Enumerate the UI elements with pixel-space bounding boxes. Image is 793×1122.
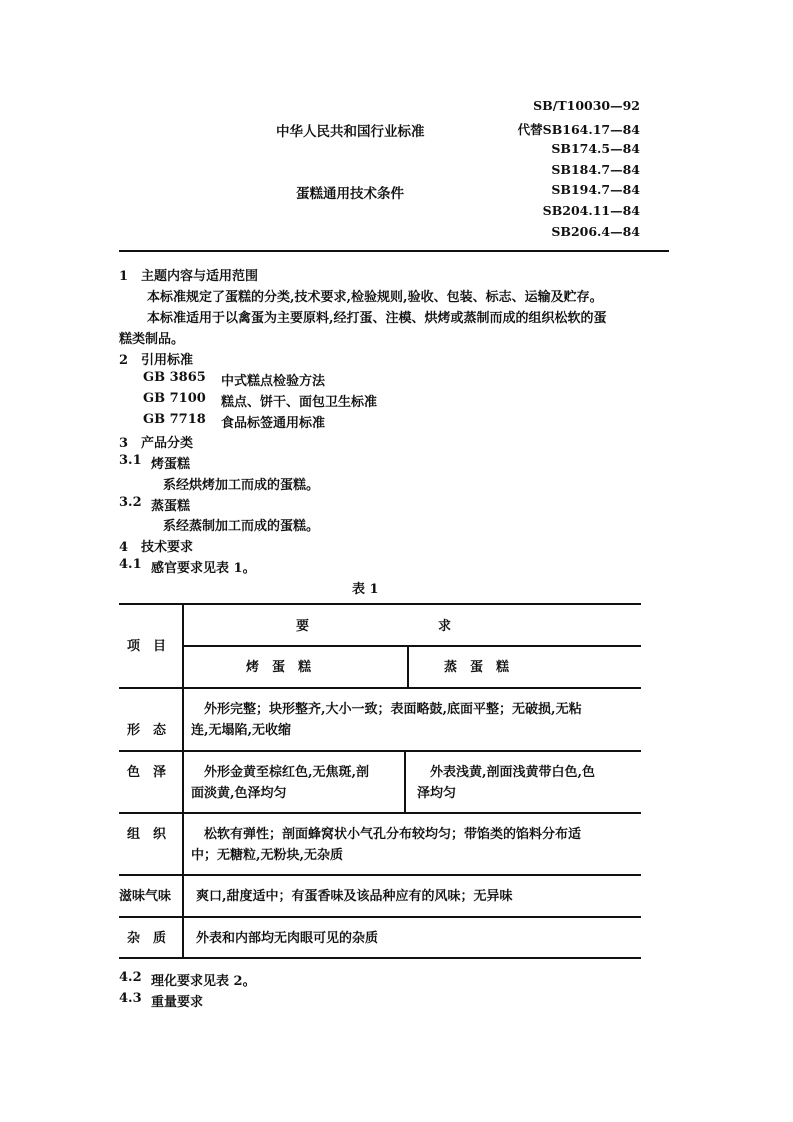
section-3-title: 3 产品分类 — [119, 436, 194, 451]
row-label-color: 色 泽 — [127, 765, 167, 780]
table-rule — [182, 603, 184, 957]
section-4-3-number: 4.3 — [119, 991, 142, 1006]
section-1-paragraph: 本标准规定了蛋糕的分类,技术要求,检验规则,验收、包装、标志、运输及贮存。 — [147, 290, 603, 305]
table-rule — [119, 750, 641, 752]
header-requirement-2: 求 — [438, 619, 452, 634]
impurity-text: 外表和内部均无肉眼可见的杂质 — [196, 931, 379, 946]
section-3-2-text: 系经蒸制加工而成的蛋糕。 — [163, 519, 320, 534]
replaces-line-1 — [500, 120, 640, 138]
replaces-code: SB204.11—84 — [542, 203, 640, 218]
header-divider — [119, 250, 669, 252]
section-3-1-text: 系经烘烤加工而成的蛋糕。 — [163, 478, 320, 493]
standard-number: SB/T10030—92 — [533, 98, 640, 113]
ref-name: 糕点、饼干、面包卫生标准 — [221, 395, 378, 410]
ref-name: 中式糕点检验方法 — [221, 374, 326, 389]
color-steamed-text: 外表浅黄,剖面浅黄带白色,色 — [430, 765, 596, 780]
section-3-1-title: 烤蛋糕 — [151, 457, 191, 472]
section-4-1-text: 感官要求见表 1。 — [151, 561, 256, 576]
org-title: 中华人民共和国行业标准 — [276, 124, 425, 140]
document-title: 蛋糕通用技术条件 — [296, 186, 404, 202]
table-rule — [183, 645, 641, 647]
table-rule — [119, 812, 641, 814]
table-caption: 表 1 — [352, 582, 379, 597]
row-label-impurity: 杂 质 — [127, 931, 167, 946]
table-rule — [119, 957, 641, 959]
section-3-2-title: 蒸蛋糕 — [151, 499, 191, 514]
color-baked-text: 外形金黄至棕红色,无焦斑,剖 — [204, 765, 370, 780]
replaces-code: SB174.5—84 — [551, 141, 640, 156]
table-rule — [119, 687, 641, 689]
header-requirement-1: 要 — [296, 619, 310, 634]
ref-code: GB 3865 — [143, 370, 206, 385]
ref-code: GB 7100 — [143, 391, 206, 406]
color-steamed-text: 泽均匀 — [417, 786, 457, 801]
header-item: 项 目 — [127, 639, 167, 654]
replaces-code: SB164.17—84 — [542, 122, 640, 137]
replaces-code: SB206.4—84 — [551, 224, 640, 239]
header-steamed-cake: 蒸 蛋 糕 — [444, 660, 510, 675]
section-1-paragraph: 本标准适用于以禽蛋为主要原料,经打蛋、注模、烘烤或蒸制而成的组织松软的蛋 — [147, 311, 607, 326]
section-4-1-number: 4.1 — [119, 557, 142, 572]
taste-text: 爽口,甜度适中；有蛋香味及该品种应有的风味；无异味 — [196, 889, 513, 904]
section-3-1-number: 3.1 — [119, 453, 142, 468]
ref-name: 食品标签通用标准 — [221, 416, 326, 431]
texture-text: 中；无糖粒,无粉块,无杂质 — [191, 848, 344, 863]
table-rule — [404, 750, 406, 812]
texture-text: 松软有弹性；剖面蜂窝状小气孔分布较均匀；带馅类的馅料分布适 — [204, 827, 582, 842]
section-4-2-text: 理化要求见表 2。 — [151, 974, 256, 989]
replaces-prefix: 代替 — [517, 122, 543, 137]
section-3-2-number: 3.2 — [119, 495, 142, 510]
replaces-code: SB184.7—84 — [551, 162, 640, 177]
table-rule — [119, 916, 641, 918]
row-label-texture: 组 织 — [127, 827, 167, 842]
section-2-title: 2 引用标准 — [119, 353, 194, 368]
color-baked-text: 面淡黄,色泽均匀 — [191, 786, 287, 801]
shape-text: 外形完整；块形整齐,大小一致；表面略鼓,底面平整；无破损,无粘 — [204, 702, 582, 717]
row-label-shape: 形 态 — [127, 723, 167, 738]
shape-text: 连,无塌陷,无收缩 — [191, 723, 292, 738]
section-4-title: 4 技术要求 — [119, 540, 194, 555]
table-rule — [407, 645, 409, 687]
table-rule — [119, 874, 641, 876]
section-4-3-text: 重量要求 — [151, 995, 204, 1010]
table-rule — [119, 603, 641, 605]
section-1-paragraph-cont: 糕类制品。 — [119, 332, 185, 347]
section-1-title: 1 主题内容与适用范围 — [119, 269, 259, 284]
ref-code: GB 7718 — [143, 412, 206, 427]
row-label-taste: 滋味气味 — [119, 889, 172, 904]
header-baked-cake: 烤 蛋 糕 — [246, 660, 312, 675]
section-4-2-number: 4.2 — [119, 970, 142, 985]
replaces-code: SB194.7—84 — [551, 182, 640, 197]
